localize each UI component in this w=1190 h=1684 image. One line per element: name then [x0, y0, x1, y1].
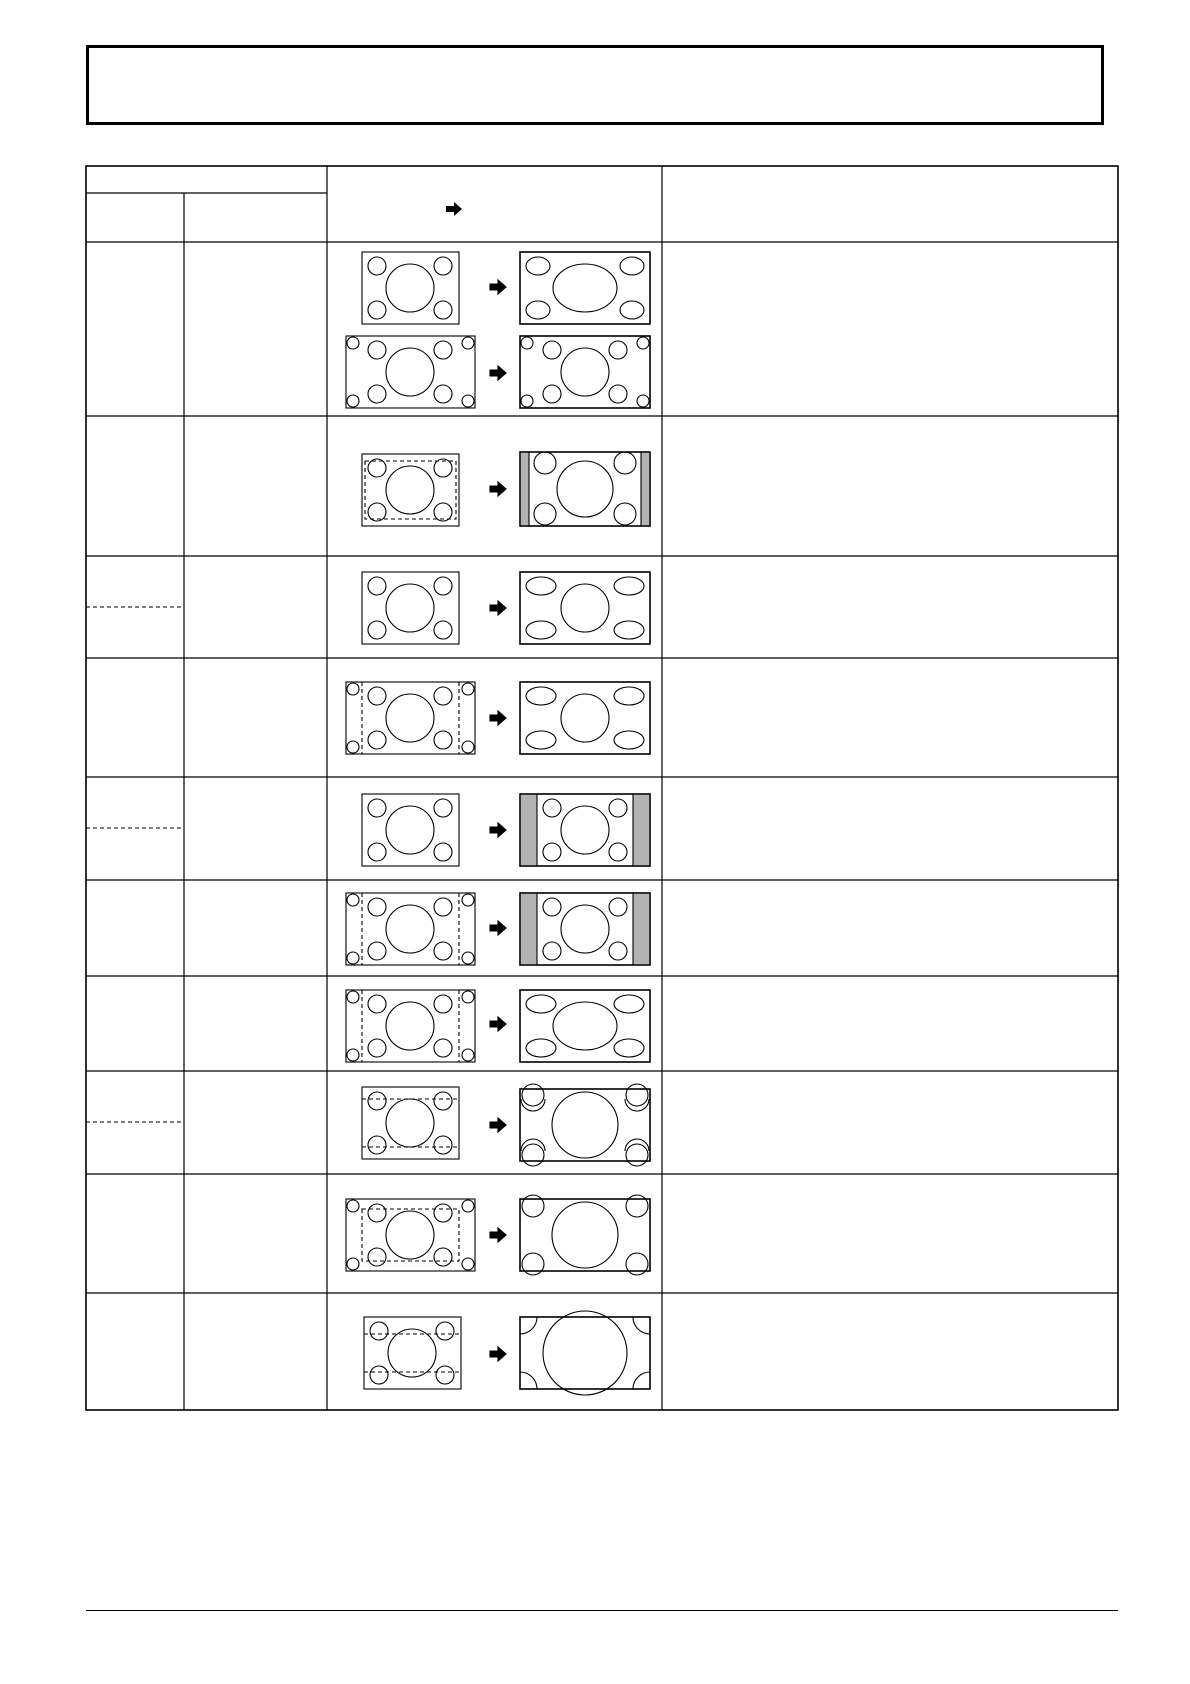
row-3-source	[362, 572, 459, 644]
row-8-source	[362, 1087, 459, 1159]
row-7-source	[346, 990, 475, 1062]
row-2-output	[520, 452, 650, 526]
row-8-output	[520, 1084, 650, 1166]
table-frame	[86, 166, 1118, 1410]
row-4-diagram	[346, 682, 650, 754]
row-6-source	[346, 893, 475, 965]
row-10-source	[364, 1317, 461, 1389]
row-10-diagram	[364, 1311, 650, 1395]
row-8-diagram	[362, 1084, 650, 1166]
row-7-output	[520, 990, 650, 1062]
row-1-source-a	[362, 252, 459, 324]
row-5-output	[520, 794, 650, 866]
row-4-output	[520, 682, 650, 754]
row-10-output	[520, 1311, 650, 1395]
footer-rule	[86, 1610, 1118, 1611]
row-3-diagram	[362, 572, 650, 644]
row-6-output	[520, 893, 650, 965]
row-2-diagram	[362, 452, 650, 526]
row-9-diagram	[346, 1195, 650, 1275]
row-6-diagram	[346, 893, 650, 965]
row-1-output-b	[520, 336, 650, 408]
row-1-diagram	[346, 252, 650, 408]
row-4-source	[346, 682, 475, 754]
row-2-source	[362, 454, 459, 526]
row-7-diagram	[346, 990, 650, 1062]
header-arrow-icon	[446, 202, 462, 216]
row-9-output	[520, 1195, 650, 1275]
row-1-source-b	[346, 336, 475, 408]
row-9-source	[346, 1199, 475, 1271]
row-1-output-a	[520, 252, 650, 324]
row-5-source	[362, 794, 459, 866]
row-3-output	[520, 572, 650, 644]
row-5-diagram	[362, 794, 650, 866]
